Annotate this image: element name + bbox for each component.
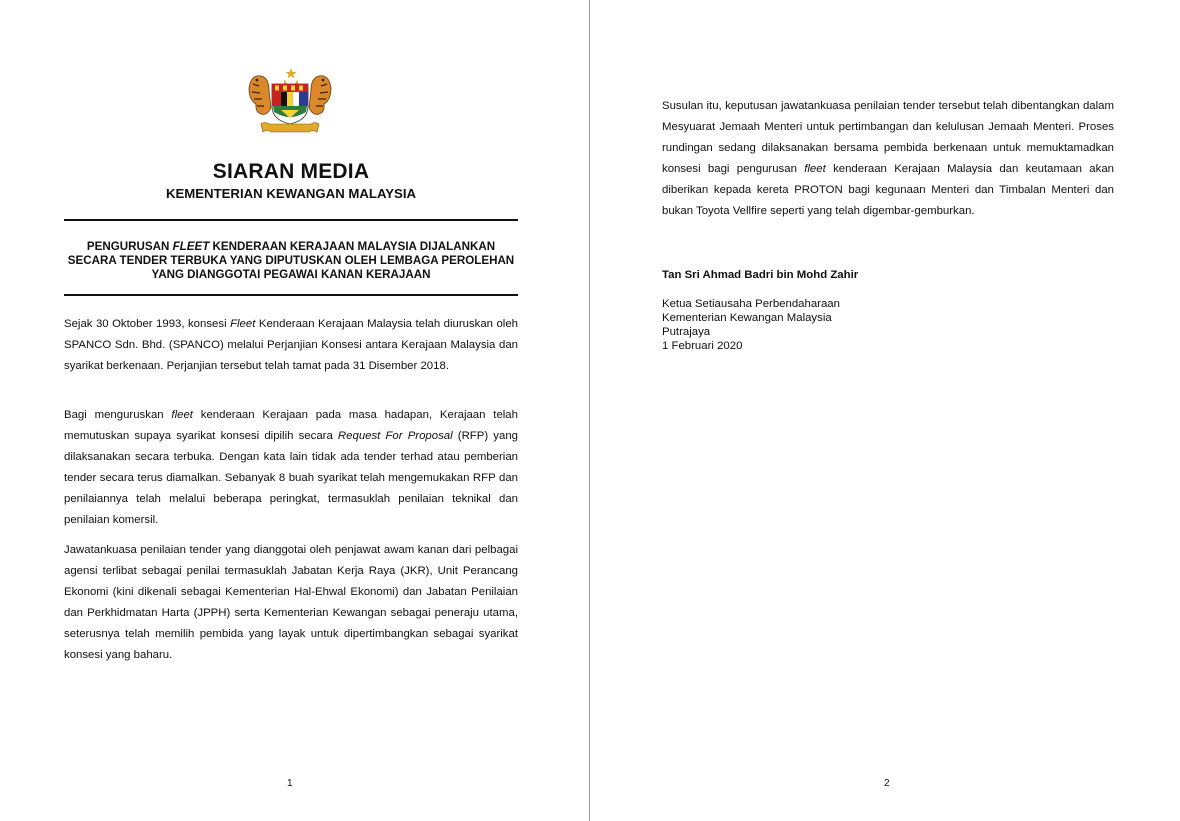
document-title: SIARAN MEDIA [212,160,370,183]
signatory-name: Tan Sri Ahmad Badri bin Mohd Zahir [662,269,859,281]
page-number-2: 2 [884,778,890,789]
ministry-name: KEMENTERIAN KEWANGAN MALAYSIA [165,186,417,201]
document-page-1 [0,0,589,821]
top-rule [64,219,518,221]
paragraph-4: Susulan itu, keputusan jawatankuasa penilaian tender tersebut telah dibentangkan dalam Mesyuarat Jemaah Menteri untuk pertimbangan dan kelulusan Jemaah Menteri. Proses rundingan sedang dilaksanakan bersama pembida berkenaan untuk memuktamadkan konsesi bagi pengurusan fleet kenderaan Kerajaan Malaysia dan keutamaan akan diberikan kepada kereta PROTON bagi kegunaan Menteri dan Timbalan Menteri dan bukan Toyota Vellfire seperti yang telah digembar-gemburkan. [662,100,1114,217]
paragraph-2: Bagi menguruskan fleet kenderaan Kerajaan pada masa hadapan, Kerajaan telah memutuskan supaya syarikat konsesi dipilih secara Request For Proposal (RFP) yang dilaksanakan secara terbuka. Dengan kata lain tidak ada tender terhad atau pemberian tender secara terus diamalkan. Sebanyak 8 buah syarikat telah mengemukakan RFP dan penilaiannya telah melalui beberapa peringkat, termasuklah penilaian teknikal dan penilaian komersil. [64,409,518,526]
signature-block [662,297,840,353]
bottom-rule [64,294,518,296]
signatory-ministry: Kementerian Kewangan Malaysia [662,312,832,324]
signatory-location: Putrajaya [662,326,711,338]
paragraph-1: Sejak 30 Oktober 1993, konsesi Fleet Kenderaan Kerajaan Malaysia telah diuruskan oleh SPANCO Sdn. Bhd. (SPANCO) melalui Perjanjian Konsesi antara Kerajaan Malaysia dan syarikat berkenaan. Perjanjian tersebut telah tamat pada 31 Disember 2018. [64,318,518,372]
page-number-1: 1 [287,778,293,789]
release-date: 1 Februari 2020 [662,340,743,352]
signatory-position: Ketua Setiausaha Perbendaharaan [662,298,840,310]
paragraph-3: Jawatankuasa penilaian tender yang dianggotai oleh penjawat awam kanan dari pelbagai agensi terlibat sebagai penilai termasuklah Jabatan Kerja Raya (JKR), Unit Perancang Ekonomi (kini dikenali sebagai Kementerian Hal-Ehwal Ekonomi) dan Jabatan Penilaian dan Perkhidmatan Harta (JPPH) serta Kementerian Kewangan sebagai peneraju utama, seterusnya telah memilih pembida yang layak untuk dipertimbangkan sebagai syarikat konsesi yang baharu. [64,544,518,661]
malaysia-coat-of-arms-logo [245,66,335,136]
press-release-headline: PENGURUSAN FLEET KENDERAAN KERAJAAN MALAYSIA DIJALANKAN SECARA TENDER TERBUKA YANG DIPUTUSKAN OLEH LEMBAGA PEROLEHAN YANG DIANGGOTAI PEGAWAI KANAN KERAJAAN [67,240,515,281]
